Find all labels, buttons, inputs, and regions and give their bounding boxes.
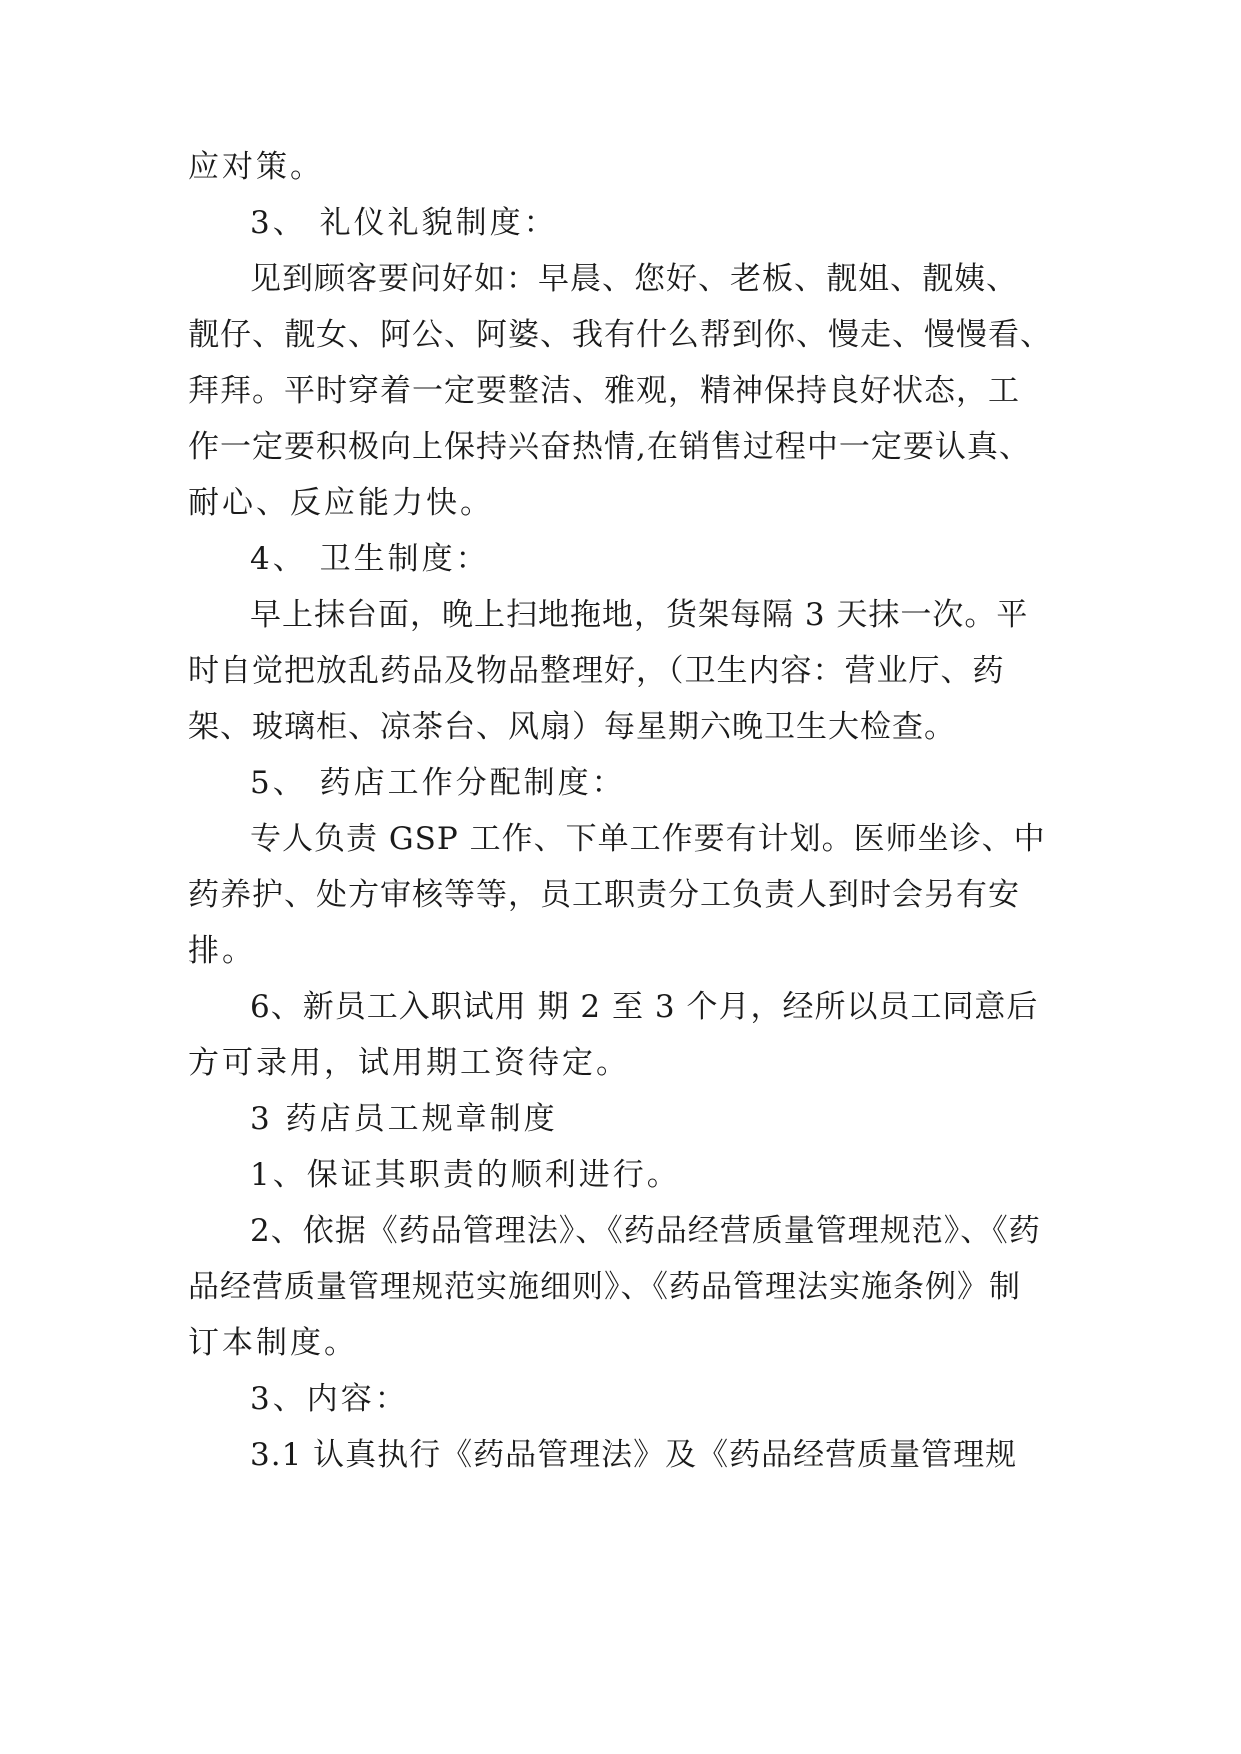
paragraph-line: 1、保证其职责的顺利进行。 <box>250 1157 681 1193</box>
paragraph-line: 时自觉把放乱药品及物品整理好，（卫生内容：营业厅、药 <box>188 653 1005 689</box>
paragraph-line: 品经营质量管理规范实施细则》、《药品管理法实施条例》制 <box>188 1269 1021 1305</box>
paragraph-line: 专人负责 GSP 工作、下单工作要有计划。医师坐诊、中 <box>250 821 1046 857</box>
paragraph-line: 应对策。 <box>188 149 324 185</box>
paragraph-line: 靓仔、靓女、阿公、阿婆、我有什么帮到你、慢走、慢慢看、 <box>188 317 1052 353</box>
paragraph-line: 作一定要积极向上保持兴奋热情,在销售过程中一定要认真、 <box>188 429 1031 465</box>
paragraph-line: 订本制度。 <box>188 1325 358 1361</box>
paragraph-line: 耐心、反应能力快。 <box>188 485 494 521</box>
paragraph-line: 早上抹台面，晚上扫地拖地，货架每隔 3 天抹一次。平 <box>250 597 1029 633</box>
section-heading-etiquette: 3、 礼仪礼貌制度： <box>250 205 558 241</box>
paragraph-line: 拜拜。平时穿着一定要整洁、雅观，精神保持良好状态，工 <box>188 373 1020 409</box>
paragraph-line: 方可录用，试用期工资待定。 <box>188 1045 630 1081</box>
section-heading-content: 3、内容： <box>250 1381 409 1417</box>
paragraph-line: 3.1 认真执行《药品管理法》及《药品经营质量管理规 <box>250 1437 1018 1473</box>
paragraph-line: 药养护、处方审核等等，员工职责分工负责人到时会另有安 <box>188 877 1020 913</box>
paragraph-line: 见到顾客要问好如：早晨、您好、老板、靓姐、靓姨、 <box>250 261 1018 297</box>
paragraph-line: 架、玻璃柜、凉茶台、风扇）每星期六晚卫生大检查。 <box>188 709 956 745</box>
section-heading-hygiene: 4、 卫生制度： <box>250 541 490 577</box>
section-title-staff-rules: 3 药店员工规章制度 <box>250 1101 558 1137</box>
paragraph-line: 排。 <box>188 933 256 969</box>
section-heading-work-allocation: 5、 药店工作分配制度： <box>250 765 626 801</box>
paragraph-line: 6、新员工入职试用 期 2 至 3 个月，经所以员工同意后 <box>250 989 1039 1025</box>
paragraph-line: 2、依据《药品管理法》、《药品经营质量管理规范》、《药 <box>250 1213 1041 1249</box>
